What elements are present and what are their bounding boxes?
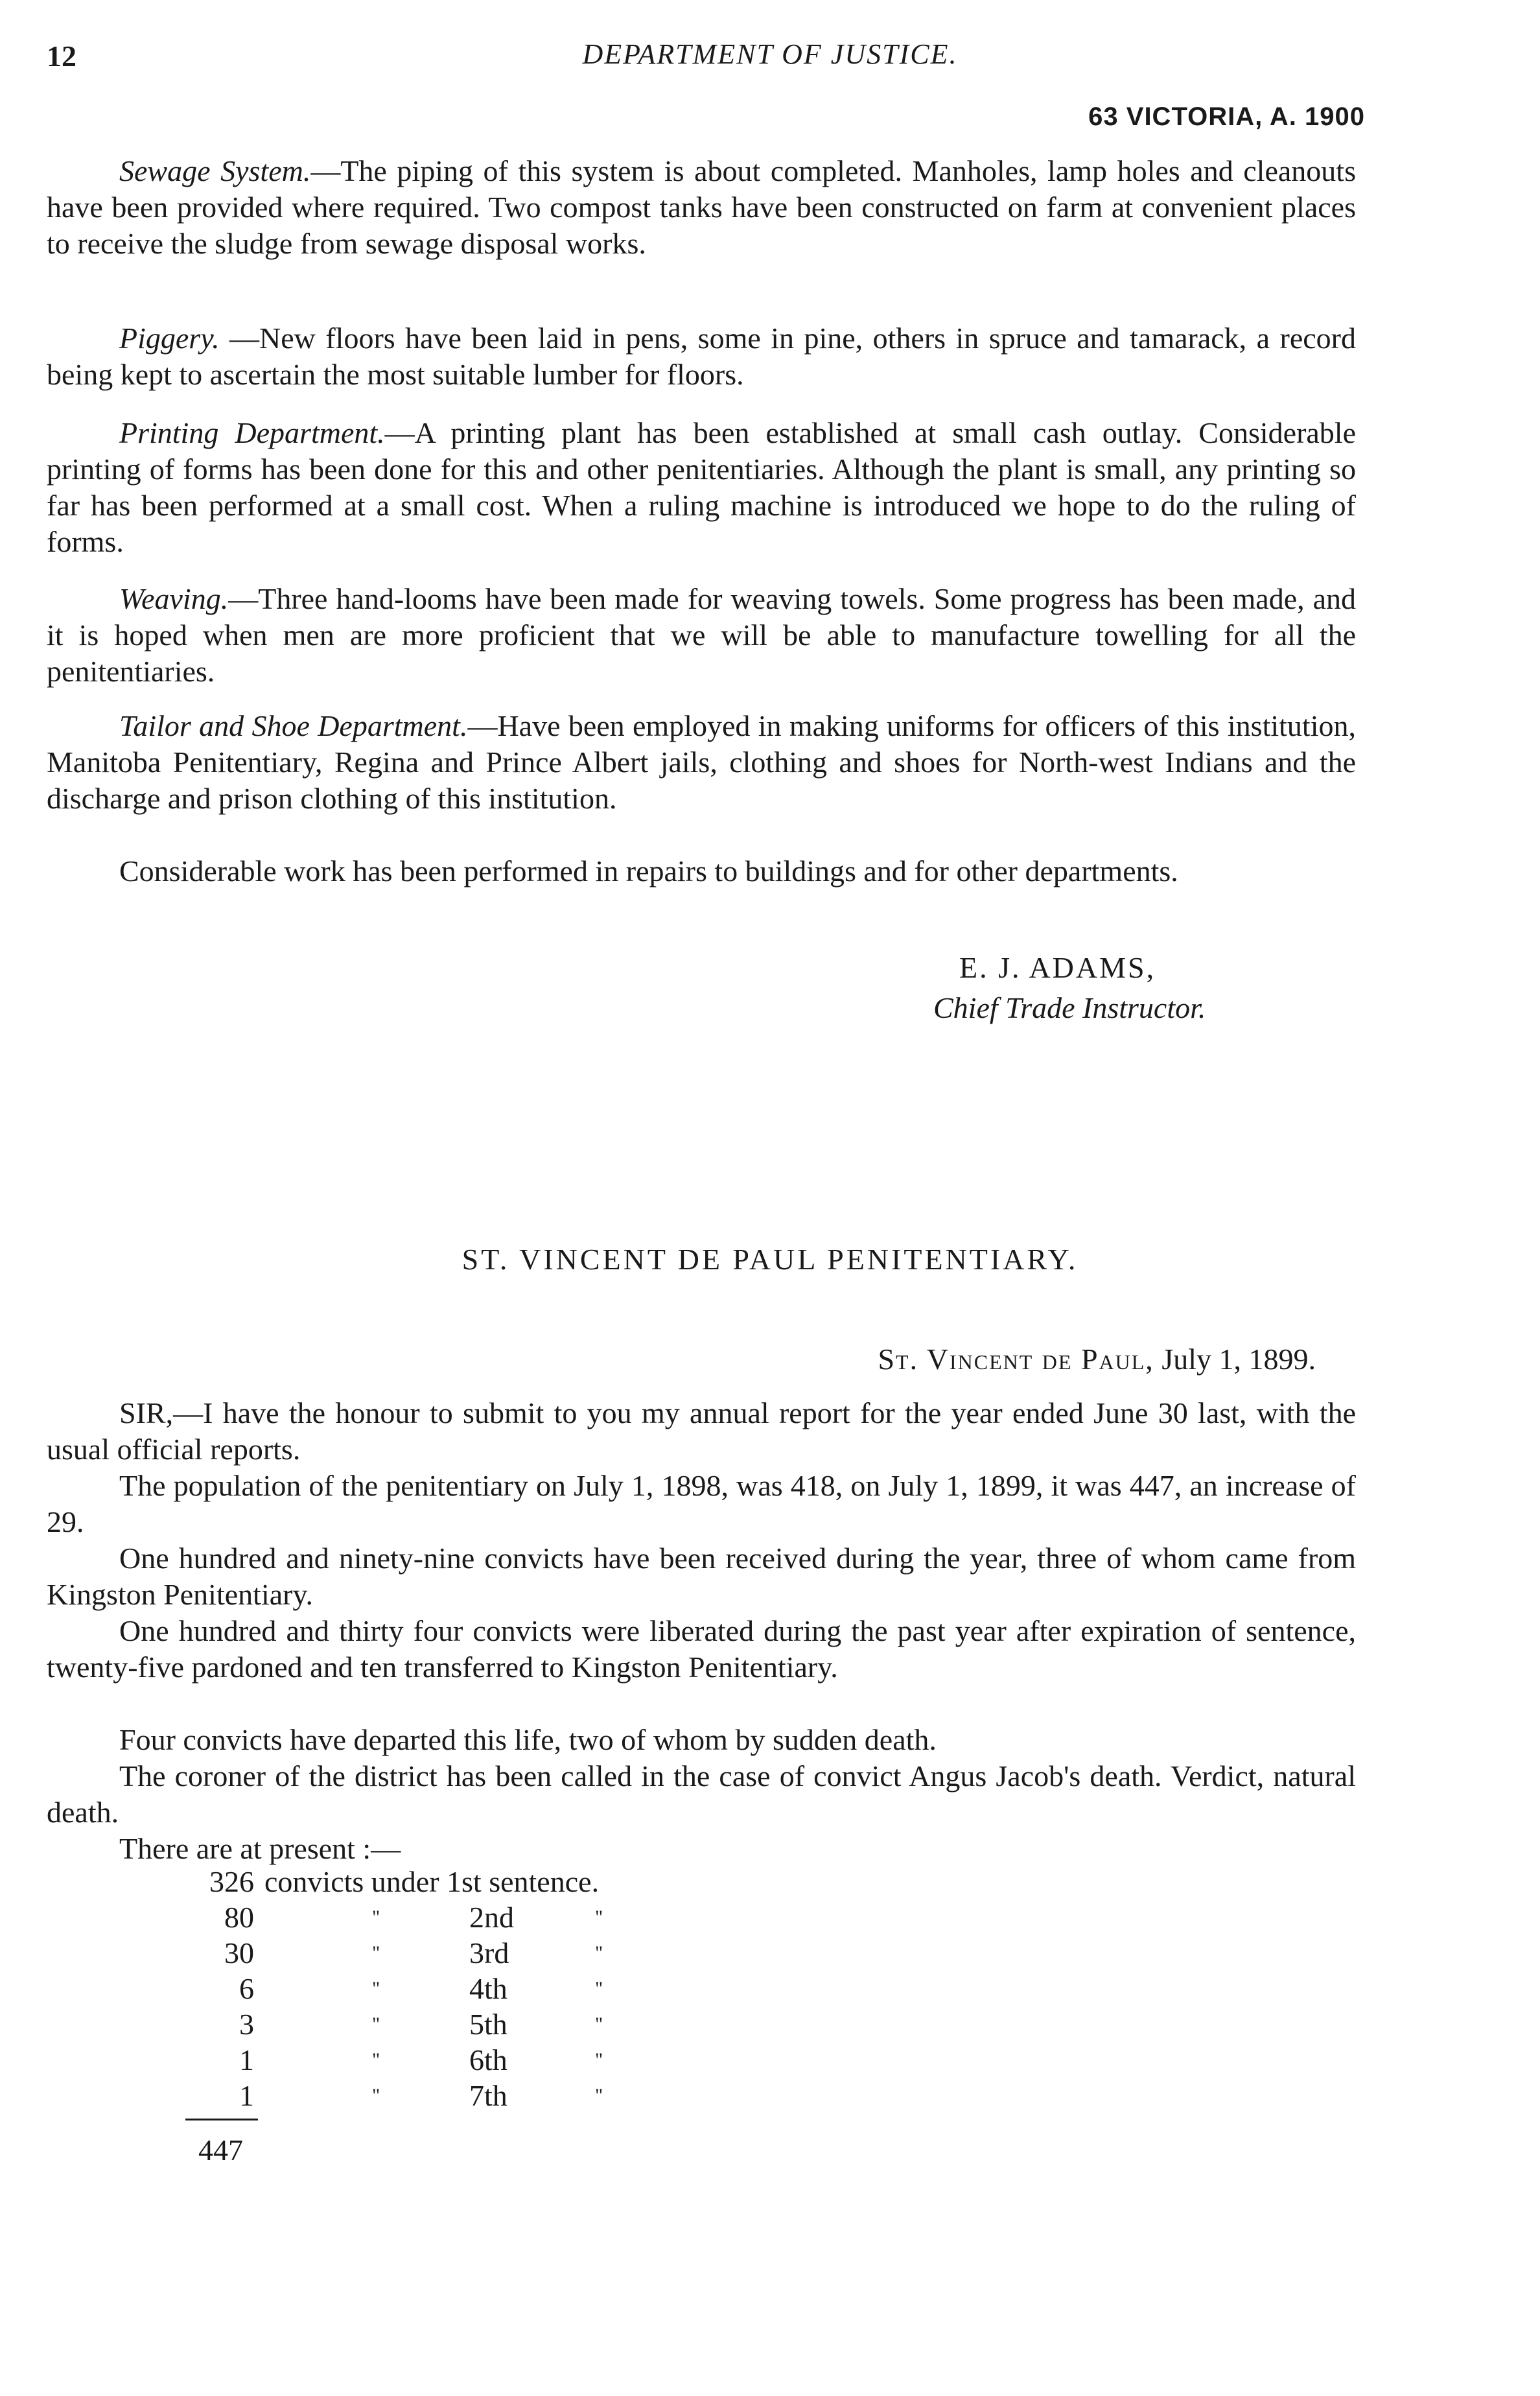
paragraph-heading: Weaving. bbox=[119, 582, 229, 615]
convict-count: 1 bbox=[239, 2043, 254, 2076]
ditto-mark: " bbox=[595, 1942, 603, 1964]
convict-count: 1 bbox=[239, 2079, 254, 2112]
ditto-mark: " bbox=[595, 1978, 603, 1999]
letter-at-present: There are at present :— bbox=[119, 1832, 401, 1865]
convict-count: 3 bbox=[239, 2008, 254, 2041]
ditto-mark: " bbox=[372, 2085, 380, 2106]
paragraph-heading: Tailor and Shoe Department. bbox=[119, 709, 468, 742]
paragraph-repairs bbox=[47, 853, 1356, 889]
sentence-ordinal: 4th bbox=[469, 1972, 508, 2005]
letter-liberated: One hundred and thirty four convicts were liberated during the past year after expiration of sentence, twenty-five pardoned and ten transferred to Kingston Penitentiary. bbox=[47, 1614, 1356, 1684]
page-number: 12 bbox=[47, 40, 76, 73]
paragraph-heading: Piggery. bbox=[119, 322, 220, 355]
dateline bbox=[878, 1342, 1316, 1376]
convict-count: 80 bbox=[224, 1901, 254, 1934]
paragraph-tailor-shoe-department bbox=[47, 708, 1356, 817]
paragraph-text: Considerable work has been performed in repairs to buildings and for other departments. bbox=[119, 854, 1178, 887]
running-title: DEPARTMENT OF JUSTICE. bbox=[582, 38, 958, 70]
paragraph-sewage-system bbox=[47, 153, 1356, 262]
letter-coroner: The coroner of the district has been called in the case of convict Angus Jacob's death. Verdict, natural death. bbox=[47, 1759, 1356, 1829]
paragraph-text: —The piping of this system is about completed. Manholes, lamp holes and cleanouts have been provided where required. Two compost tanks have been constructed on farm at convenient places to receive the sludge from sewage disposal works. bbox=[47, 154, 1356, 260]
convict-count: 30 bbox=[224, 1936, 254, 1969]
table-total: 447 bbox=[198, 2133, 243, 2167]
paragraph-weaving bbox=[47, 581, 1356, 690]
sentence-ordinal: 5th bbox=[469, 2008, 508, 2041]
sentence-ordinal: 2nd bbox=[469, 1901, 514, 1934]
total-rule bbox=[185, 2119, 258, 2120]
sentence-label: convicts under 1st sentence. bbox=[264, 1865, 600, 1898]
dateline-place: St. Vincent de Paul, bbox=[878, 1343, 1154, 1376]
ditto-mark: " bbox=[372, 1942, 380, 1964]
ditto-mark: " bbox=[372, 1978, 380, 1999]
paragraph-printing-department bbox=[47, 415, 1356, 560]
paragraph-piggery bbox=[47, 320, 1356, 393]
letter-deaths: Four convicts have departed this life, two of whom by sudden death. bbox=[119, 1723, 937, 1756]
letter-received: One hundred and ninety-nine convicts have been received during the year, three of whom came from Kingston Penitentiary. bbox=[47, 1542, 1356, 1611]
sentence-ordinal: 6th bbox=[469, 2043, 508, 2076]
signature-title: Chief Trade Instructor. bbox=[933, 991, 1206, 1024]
convict-count: 326 bbox=[209, 1865, 254, 1898]
ditto-mark: " bbox=[372, 2014, 380, 2035]
paragraph-text: —Have been employed in making uniforms for officers of this institution, Manitoba Penitentiary, Regina and Prince Albert jails, clothing and shoes for North-west Indians and the discharge and prison clothing of this institution. bbox=[47, 709, 1356, 815]
ditto-mark: " bbox=[595, 2049, 603, 2071]
paragraph-heading: Sewage System. bbox=[119, 154, 311, 187]
paragraph-text: —New floors have been laid in pens, some in pine, others in spruce and tamarack, a record being kept to ascertain the most suitable lumber for floors. bbox=[47, 322, 1356, 391]
paragraph-text: —Three hand-looms have been made for weaving towels. Some progress has been made, and it is hoped when men are more proficient that we will be able to manufacture towelling for all the penitentiaries. bbox=[47, 582, 1356, 688]
paragraph-heading: Printing Department. bbox=[119, 416, 385, 449]
letter-salutation: SIR,—I have the honour to submit to you my annual report for the year ended June 30 last, with the usual official reports. bbox=[47, 1396, 1356, 1466]
signature-name: E. J. ADAMS, bbox=[959, 951, 1156, 984]
section-title: ST. VINCENT DE PAUL PENITENTIARY. bbox=[461, 1243, 1079, 1276]
convict-count: 6 bbox=[239, 1972, 254, 2005]
sentence-ordinal: 7th bbox=[469, 2079, 508, 2112]
ditto-mark: " bbox=[595, 1907, 603, 1928]
ditto-mark: " bbox=[372, 1907, 380, 1928]
sentence-ordinal: 3rd bbox=[469, 1936, 509, 1969]
session-label: 63 VICTORIA, A. 1900 bbox=[1088, 102, 1365, 131]
ditto-mark: " bbox=[595, 2085, 603, 2106]
letter-population: The population of the penitentiary on July 1, 1898, was 418, on July 1, 1899, it was 447, an increase of 29. bbox=[47, 1469, 1356, 1538]
dateline-date: July 1, 1899. bbox=[1154, 1343, 1316, 1376]
paragraph-text: —A printing plant has been established at small cash outlay. Considerable printing of forms has been done for this and other penitentiaries. Although the plant is small, any printing so far has been performed at a small cost. When a ruling machine is introduced we hope to do the ruling of forms. bbox=[47, 416, 1356, 558]
ditto-mark: " bbox=[595, 2014, 603, 2035]
ditto-mark: " bbox=[372, 2049, 380, 2071]
